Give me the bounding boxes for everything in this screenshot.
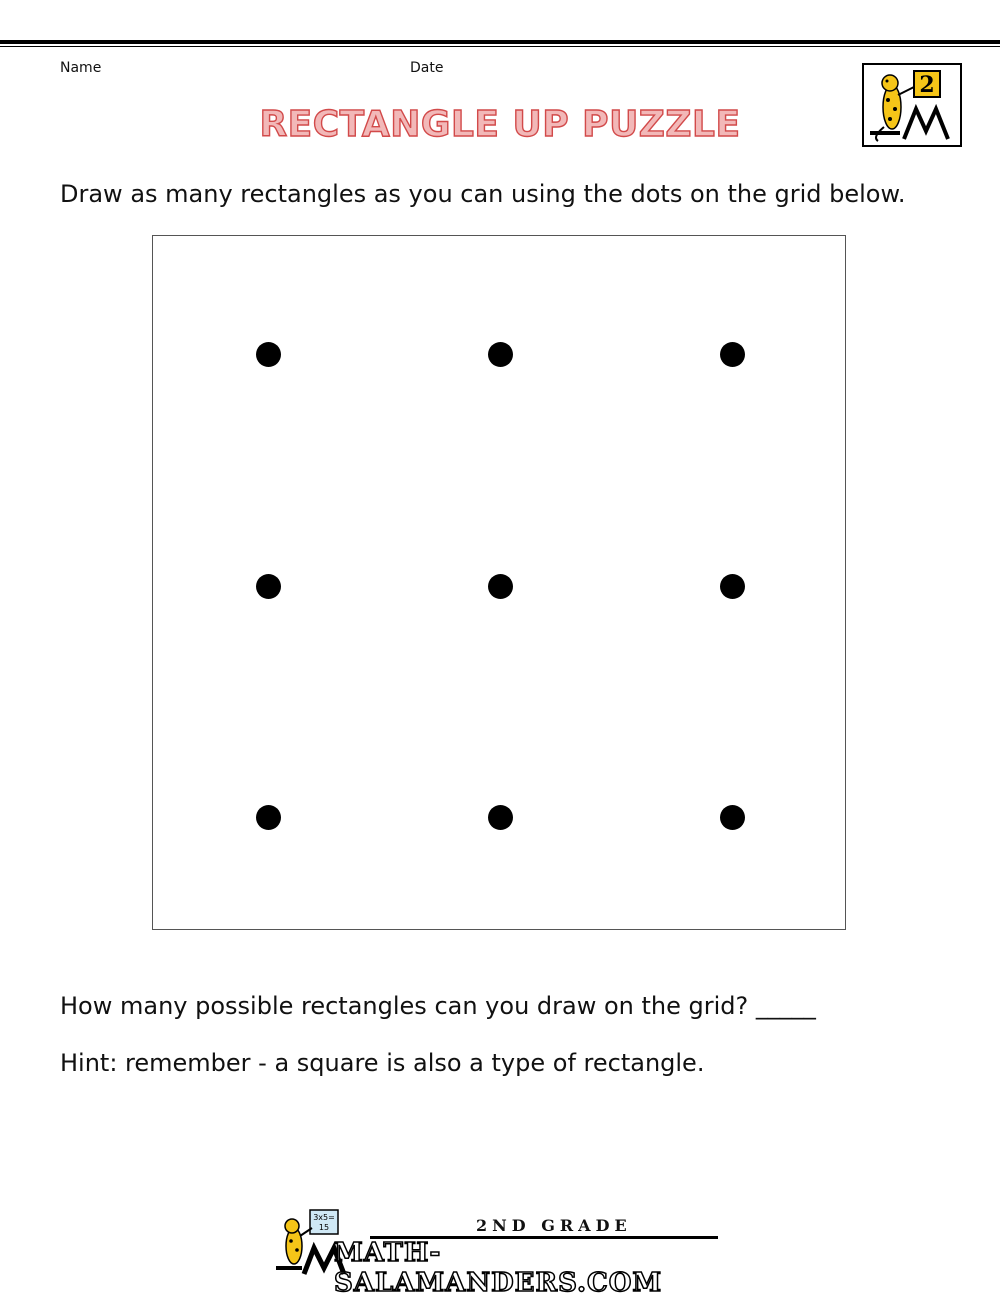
- grid-dot: [720, 574, 745, 599]
- date-label: Date: [410, 60, 444, 76]
- page-title: RECTANGLE UP PUZZLE: [259, 104, 741, 145]
- grid-dot: [488, 342, 513, 367]
- footer-logo: [272, 1208, 732, 1298]
- dot-grid[interactable]: [152, 235, 846, 930]
- grid-dot: [256, 342, 281, 367]
- footer-grade: 2ND GRADE: [476, 1216, 632, 1235]
- top-rule-thin: [0, 46, 1000, 47]
- grid-dot: [256, 805, 281, 830]
- grid-dot: [488, 574, 513, 599]
- grid-dot: [488, 805, 513, 830]
- hint-text: Hint: remember - a square is also a type of rectangle.: [60, 1049, 705, 1077]
- footer-site-link[interactable]: MATH-SALAMANDERS.COM: [334, 1238, 663, 1298]
- footer-board-line-1: 3x5=: [313, 1213, 335, 1222]
- footer-board-line-2: 15: [318, 1223, 330, 1232]
- grid-dot: [256, 574, 281, 599]
- grid-dot: [720, 342, 745, 367]
- grid-dot: [720, 805, 745, 830]
- instruction-text: Draw as many rectangles as you can using the dots on the grid below.: [60, 180, 906, 208]
- logo-grade-number: 2: [919, 72, 935, 98]
- top-rule: [0, 40, 1000, 44]
- question-text: How many possible rectangles can you draw on the grid? _____: [60, 992, 816, 1020]
- name-label: Name: [60, 60, 102, 76]
